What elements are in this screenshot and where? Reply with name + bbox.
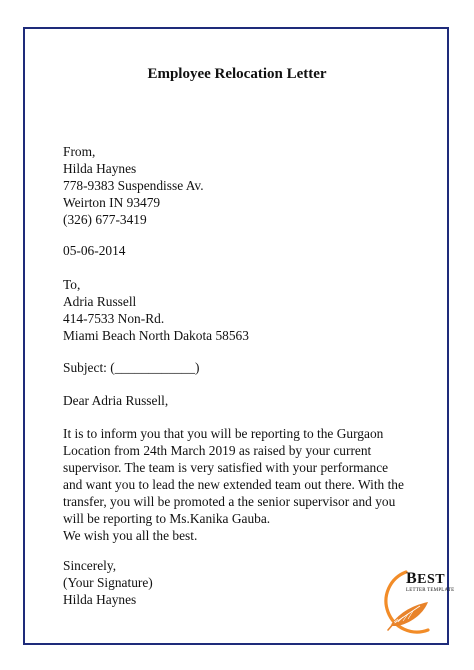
body-line: We wish you all the best. [63, 528, 198, 543]
letter-date: 05-06-2014 [63, 243, 126, 258]
closing-name: Hilda Haynes [63, 592, 137, 607]
recipient-city: Miami Beach North Dakota 58563 [63, 328, 249, 343]
sender-city: Weirton IN 93479 [63, 195, 161, 210]
recipient-street: 414-7533 Non-Rd. [63, 311, 165, 326]
logo-tagline: LETTER TEMPLATE [406, 588, 455, 593]
salutation: Dear Adria Russell, [63, 393, 169, 408]
body-line: will be reporting to Ms.Kanika Gauba. [63, 511, 271, 526]
subject-line: Subject: (____________) [63, 360, 200, 375]
body-line: supervisor. The team is very satisfied with your performance [63, 460, 389, 475]
closing-block [63, 557, 153, 608]
letter-title: Employee Relocation Letter [147, 66, 327, 82]
recipient-name: Adria Russell [63, 294, 137, 309]
body-line: It is to inform you that you will be reporting to the Gurgaon [63, 426, 384, 441]
recipient-address-block [63, 276, 249, 344]
sender-phone: (326) 677-3419 [63, 212, 147, 227]
body-line: and want you to lead the new extended team out there. With the [63, 477, 404, 492]
body-paragraph [63, 425, 423, 544]
sender-address-block [63, 143, 204, 228]
logo-brand: BEST [406, 570, 446, 587]
body-line: Location from 24th March 2019 as raised by your current [63, 443, 372, 458]
sender-street: 778-9383 Suspendisse Av. [63, 178, 204, 193]
body-line: transfer, you will be promoted a the senior supervisor and you [63, 494, 396, 509]
best-letter-template-logo [368, 566, 455, 644]
sender-name: Hilda Haynes [63, 161, 137, 176]
signature-placeholder: (Your Signature) [63, 575, 153, 590]
from-heading: From, [63, 144, 96, 159]
to-heading: To, [63, 277, 81, 292]
valediction: Sincerely, [63, 558, 117, 573]
